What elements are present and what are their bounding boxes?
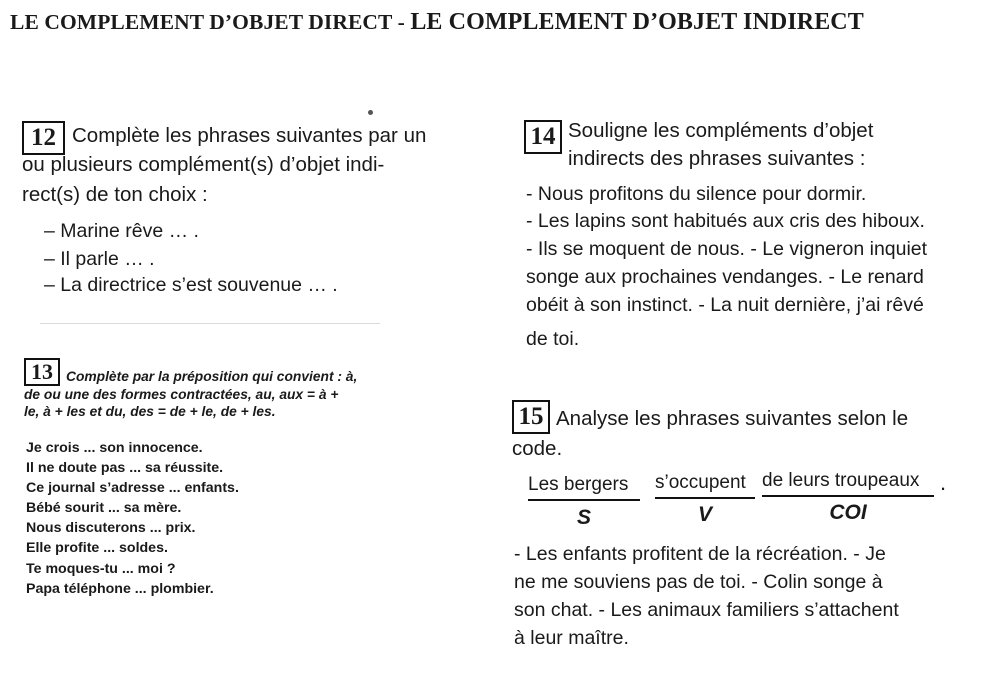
exercise-12-heading-line-3: rect(s) de ton choix : [22, 183, 208, 206]
exercise-14-line: songe aux prochaines vendanges. - Le renard [526, 266, 924, 288]
exercise-13-instruction-line-3: le, à + les et du, des = de + le, de + les. [24, 404, 276, 419]
exercise-14-line: - Ils se moquent de nous. - Le vigneron inquiet [526, 238, 928, 260]
code-underline-verb [655, 497, 755, 499]
exercise-12-item: – La directrice s’est souvenue … . [44, 274, 338, 296]
exercise-13-item: Te moques-tu ... moi ? [26, 561, 176, 577]
code-period: . [940, 470, 947, 495]
exercise-14-heading-line-1: Souligne les compléments d’objet [568, 119, 874, 142]
exercise-15-line: à leur maître. [514, 627, 629, 649]
exercise-14-line: obéit à son instinct. - La nuit dernière, j’ai rêvé [526, 294, 924, 316]
exercise-12-number: 12 [22, 121, 65, 155]
code-word-subject: Les bergers [528, 474, 629, 495]
code-label-verb: V [697, 503, 712, 526]
exercise-13-item: Elle profite ... soldes. [26, 540, 168, 556]
exercise-13-item: Il ne doute pas ... sa réussite. [26, 460, 224, 476]
exercise-15-line: son chat. - Les animaux familiers s’attachent [514, 599, 899, 621]
title-part-2: LE COMPLEMENT D’OBJET INDIRECT [410, 9, 864, 35]
exercise-13-instruction-line-2: de ou une des formes contractées, au, aux = à + [24, 387, 339, 402]
exercise-15-line: ne me souviens pas de toi. - Colin songe à [514, 571, 883, 593]
exercise-13-item: Ce journal s’adresse ... enfants. [26, 480, 239, 496]
code-underline-coi [762, 495, 934, 497]
exercise-14-heading-line-2: indirects des phrases suivantes : [568, 147, 866, 170]
exercise-14-line: - Les lapins sont habitués aux cris des hiboux. [526, 210, 925, 232]
exercise-15-heading-line-2: code. [512, 437, 563, 460]
exercise-15-heading-line-1: Analyse les phrases suivantes selon le [556, 407, 909, 430]
exercise-14-number: 14 [524, 120, 562, 154]
exercise-12-heading-line-1: Complète les phrases suivantes par un [72, 124, 427, 147]
code-word-verb: s’occupent [655, 472, 746, 493]
code-label-coi: COI [829, 501, 867, 524]
exercise-13-number: 13 [24, 358, 60, 386]
exercise-13-instruction-line-1: Complète par la préposition qui convient : à, [66, 369, 358, 384]
exercise-14-line: - Nous profitons du silence pour dormir. [526, 183, 867, 205]
exercise-15-number: 15 [512, 400, 550, 434]
exercise-13-item: Je crois ... son innocence. [26, 440, 203, 456]
code-underline-subject [528, 499, 640, 501]
faint-divider [40, 323, 380, 324]
exercise-15-line: - Les enfants profitent de la récréation. - Je [514, 543, 886, 565]
code-word-coi: de leurs troupeaux [762, 470, 920, 491]
stray-dot [368, 110, 373, 115]
exercise-14-line: de toi. [526, 328, 580, 350]
exercise-13-item: Bébé sourit ... sa mère. [26, 500, 182, 516]
exercise-13-item: Papa téléphone ... plombier. [26, 581, 214, 597]
exercise-12-item: – Marine rêve … . [44, 220, 199, 242]
page-title [10, 9, 995, 36]
exercise-13-item: Nous discuterons ... prix. [26, 520, 196, 536]
code-label-subject: S [576, 506, 591, 529]
exercise-12-item: – Il parle … . [44, 248, 155, 270]
title-part-1: LE COMPLEMENT D’OBJET DIRECT - [10, 10, 405, 34]
exercise-12-heading-line-2: ou plusieurs complément(s) d’objet indi- [22, 153, 385, 176]
